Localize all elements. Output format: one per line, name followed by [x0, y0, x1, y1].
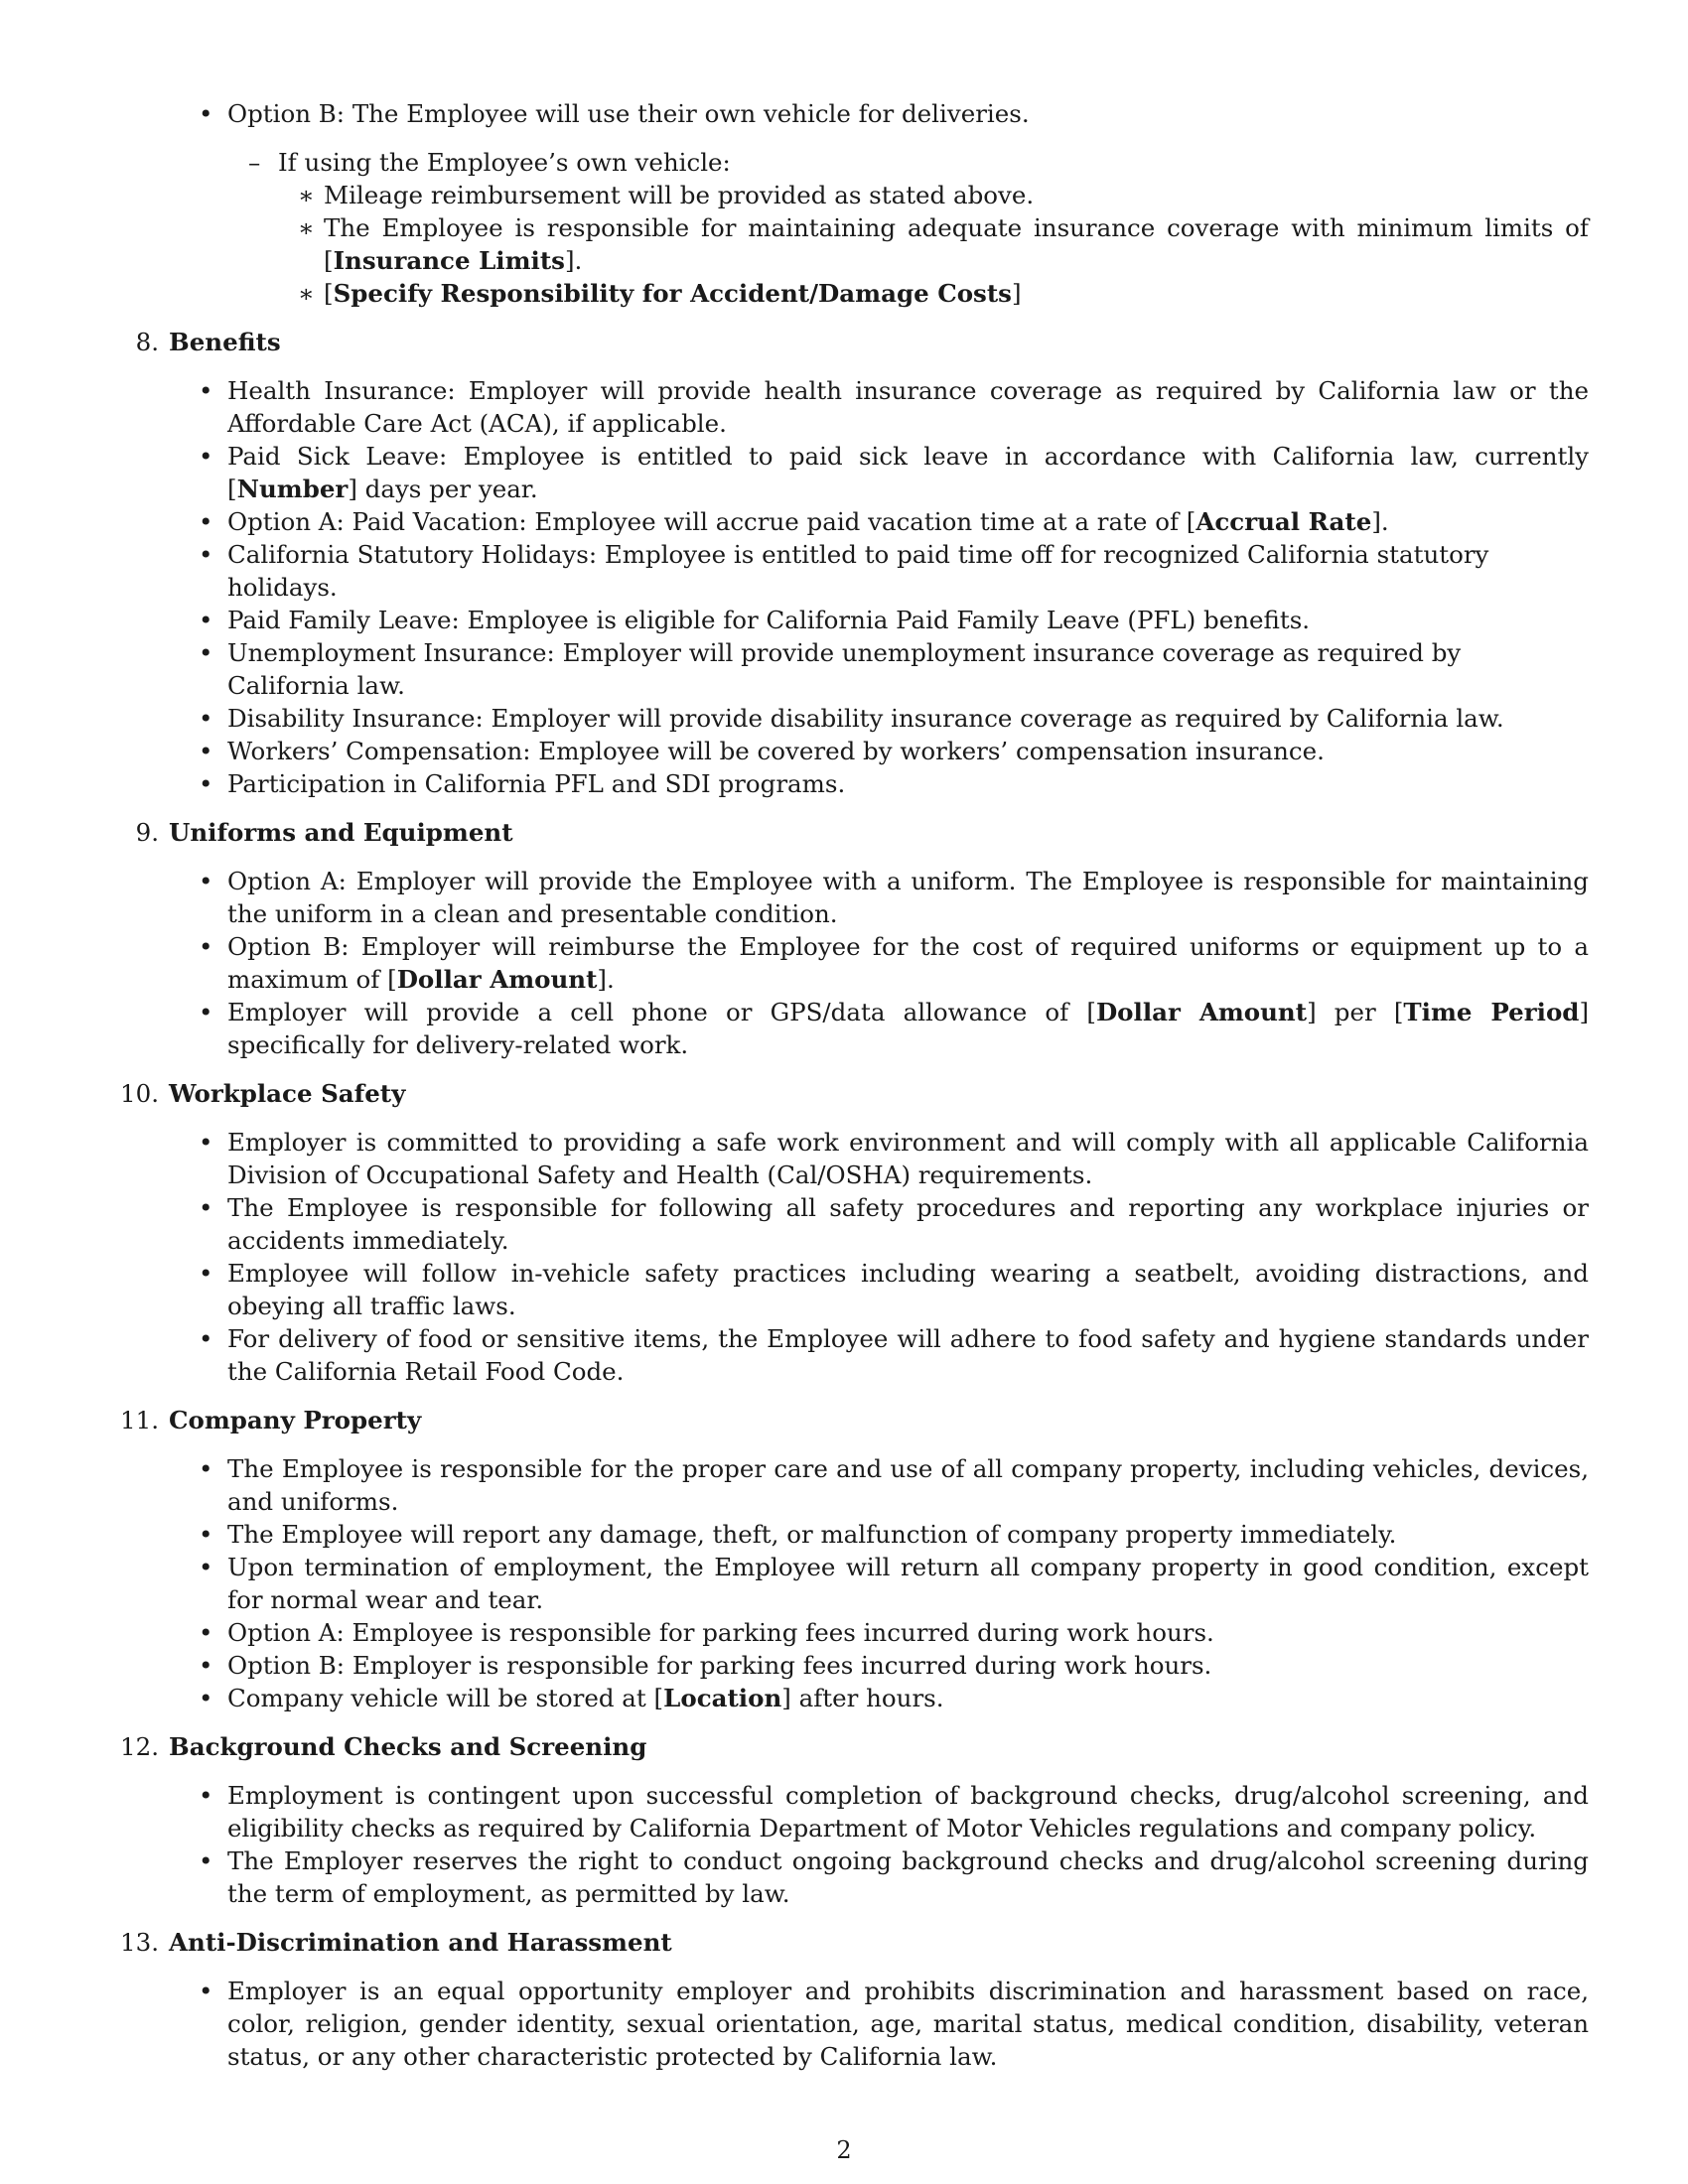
placeholder-accrual-rate: Accrual Rate	[1196, 507, 1372, 536]
list-item	[109, 211, 1589, 277]
item-text: Mileage reimbursement will be provided as stated above.	[324, 181, 1035, 209]
uniforms-list	[109, 865, 1589, 1061]
section-number: 8.	[135, 328, 159, 356]
placeholder-number: Number	[236, 475, 349, 503]
section-number: 12.	[120, 1732, 159, 1761]
benefits-list	[109, 374, 1589, 800]
list-item: • Paid Sick Leave: Employee is entitled to paid sick leave in accordance with California law, currently [Number] days per year.	[109, 440, 1589, 505]
item-text: [	[324, 279, 334, 308]
section-uniforms-equipment	[109, 816, 1589, 1061]
section-number: 9.	[135, 818, 159, 847]
list-item: • The Employee is responsible for the proper care and use of all company property, including vehicles, devices, and uniforms.	[109, 1452, 1589, 1518]
section-workplace-safety	[109, 1077, 1589, 1388]
list-item: • The Employer reserves the right to conduct ongoing background checks and drug/alcohol screening during the term of employment, as permitted by law.	[109, 1844, 1589, 1910]
list-item: • The Employee is responsible for following all safety procedures and reporting any workplace injuries or accidents immediately.	[109, 1191, 1589, 1257]
list-item: • Option A: Employee is responsible for parking fees incurred during work hours.	[109, 1616, 1589, 1649]
list-item: • Unemployment Insurance: Employer will provide unemployment insurance coverage as required by California law.	[109, 636, 1589, 702]
list-item: • Option B: Employer will reimburse the Employee for the cost of required uniforms or equipment up to a maximum of [Dollar Amount].	[109, 930, 1589, 996]
placeholder-location: Location	[663, 1684, 782, 1712]
section-number: 13.	[120, 1928, 159, 1957]
section-title: Workplace Safety	[169, 1079, 406, 1108]
section-heading	[109, 1077, 1589, 1110]
list-item: • For delivery of food or sensitive items, the Employee will adhere to food safety and hygiene standards under the California Retail Food Code.	[109, 1322, 1589, 1388]
own-vehicle-sublist	[109, 146, 1589, 310]
item-text: The Employee is responsible for maintaining adequate insurance coverage with minimum limits of [	[324, 213, 1589, 275]
property-list	[109, 1452, 1589, 1714]
list-item: • Health Insurance: Employer will provide health insurance coverage as required by California law or the Affordable Care Act (ACA), if applicable.	[109, 374, 1589, 440]
list-item: • Company vehicle will be stored at [Location] after hours.	[109, 1682, 1589, 1714]
safety-list	[109, 1126, 1589, 1388]
section-heading	[109, 1730, 1589, 1763]
item-text: ].	[564, 246, 583, 275]
list-item	[109, 146, 1589, 310]
own-vehicle-items	[109, 179, 1589, 310]
list-item: • Disability Insurance: Employer will provide disability insurance coverage as required by California law.	[109, 702, 1589, 735]
section-number: 11.	[120, 1406, 159, 1434]
section-company-property	[109, 1404, 1589, 1714]
list-item: • California Statutory Holidays: Employee is entitled to paid time off for recognized California statutory holidays.	[109, 538, 1589, 604]
list-item: • The Employee will report any damage, theft, or malfunction of company property immediately.	[109, 1518, 1589, 1551]
placeholder-dollar-amount: Dollar Amount	[1095, 998, 1308, 1026]
section-background-checks	[109, 1730, 1589, 1910]
document-body	[109, 97, 1589, 2073]
option-b-text: Option B: The Employee will use their own vehicle for deliveries.	[227, 99, 1030, 128]
section-title: Benefits	[169, 328, 281, 356]
anti-discrimination-list	[109, 1975, 1589, 2073]
page-number: 2	[836, 2136, 852, 2164]
section-number: 10.	[120, 1079, 159, 1108]
placeholder-time-period: Time Period	[1403, 998, 1580, 1026]
list-item	[109, 179, 1589, 211]
list-item: • Option A: Paid Vacation: Employee will accrue paid vacation time at a rate of [Accrual Rate].	[109, 505, 1589, 538]
list-item: • Option A: Employer will provide the Employee with a uniform. The Employee is responsible for maintaining the uniform in a clean and presentable condition.	[109, 865, 1589, 930]
placeholder-insurance-limits: Insurance Limits	[333, 246, 565, 275]
list-item: • Employer is an equal opportunity employer and prohibits discrimination and harassment based on race, color, religion, gender identity, sexual orientation, age, marital status, medical condition, disability, veteran status, or any other characteristic protected by California law.	[109, 1975, 1589, 2073]
list-item: • Employer will provide a cell phone or GPS/data allowance of [Dollar Amount] per [Time Period] specifically for delivery-related work.	[109, 996, 1589, 1061]
placeholder-dollar-amount: Dollar Amount	[396, 965, 598, 994]
list-item: • Employment is contingent upon successful completion of background checks, drug/alcohol screening, and eligibility checks as required by California Department of Motor Vehicles regulations and company policy.	[109, 1779, 1589, 1844]
list-item: • Option B: Employer is responsible for parking fees incurred during work hours.	[109, 1649, 1589, 1682]
placeholder-accident-costs: Specify Responsibility for Accident/Damage Costs	[333, 279, 1012, 308]
list-item: • Employer is committed to providing a safe work environment and will comply with all applicable California Division of Occupational Safety and Health (Cal/OSHA) requirements.	[109, 1126, 1589, 1191]
list-item: • Paid Family Leave: Employee is eligible for California Paid Family Leave (PFL) benefits.	[109, 604, 1589, 636]
section-title: Background Checks and Screening	[169, 1732, 647, 1761]
section-title: Uniforms and Equipment	[169, 818, 513, 847]
section-heading	[109, 326, 1589, 358]
background-checks-list	[109, 1779, 1589, 1910]
section-anti-discrimination	[109, 1926, 1589, 2073]
section-heading	[109, 816, 1589, 849]
list-item	[109, 97, 1589, 310]
list-item: • Employee will follow in-vehicle safety practices including wearing a seatbelt, avoiding distractions, and obeying all traffic laws.	[109, 1257, 1589, 1322]
list-item: • Participation in California PFL and SDI programs.	[109, 767, 1589, 800]
section-heading	[109, 1926, 1589, 1959]
section-benefits	[109, 326, 1589, 800]
item-text: ]	[1011, 279, 1022, 308]
section-title: Anti-Discrimination and Harassment	[169, 1928, 672, 1957]
list-item: • Workers’ Compensation: Employee will be covered by workers’ compensation insurance.	[109, 735, 1589, 767]
list-item: • Upon termination of employment, the Employee will return all company property in good condition, except for normal wear and tear.	[109, 1551, 1589, 1616]
list-item	[109, 277, 1589, 310]
section-heading	[109, 1404, 1589, 1436]
own-vehicle-intro: If using the Employee’s own vehicle:	[278, 148, 731, 177]
vehicle-options-list	[109, 97, 1589, 310]
section-title: Company Property	[169, 1406, 422, 1434]
